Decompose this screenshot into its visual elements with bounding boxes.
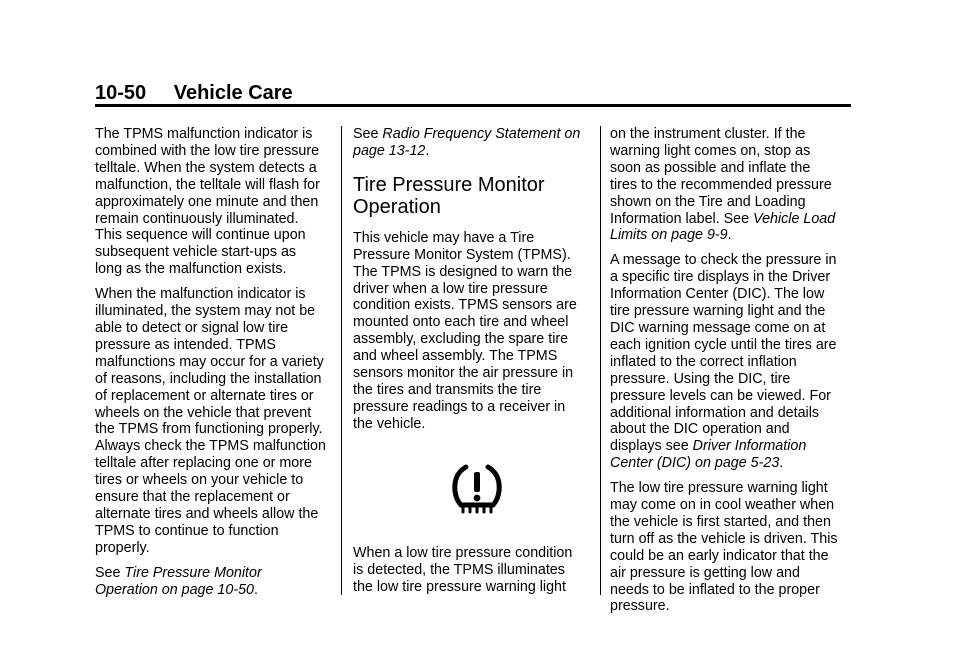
text-line: a specific tire displays in the Driver <box>610 269 831 286</box>
text-line: The TPMS malfunction indicator is <box>95 126 313 142</box>
text-line: and wheel assembly. The TPMS <box>353 348 558 365</box>
paragraph-malfunction-illuminated <box>95 286 343 557</box>
text-line: When a low tire pressure condition <box>353 544 573 561</box>
text-line: pressure levels can be viewed. For <box>610 387 831 404</box>
text-line: When the malfunction indicator is <box>95 286 306 303</box>
text-line: inflated to the correct inflation <box>610 353 797 370</box>
text-line: each ignition cycle until the tires are <box>610 336 837 353</box>
text-line: of reasons, including the installation <box>95 370 322 387</box>
column-3 <box>610 126 855 623</box>
text-line: properly. <box>95 539 150 556</box>
text-line: tires or wheels on your vehicle to <box>95 472 304 489</box>
text-line: able to detect or signal low tire <box>95 319 289 336</box>
punctuation: . <box>727 227 732 244</box>
paragraph-lines <box>610 252 855 438</box>
cross-reference-link[interactable]: Operation on page 10-50 <box>95 581 254 598</box>
paragraph-cool-weather <box>610 480 855 615</box>
text-line: telltale. When the system detects a <box>95 159 317 176</box>
text-line: remain continuously illuminated. <box>95 210 299 227</box>
text-line: of replacement or alternate tires or <box>95 387 314 404</box>
text-line: pressure. <box>610 598 670 615</box>
text-line: shown on the Tire and Loading <box>610 193 806 210</box>
text-line: warning light comes on, stop as <box>610 142 811 159</box>
column-divider-2 <box>600 126 601 595</box>
paragraph-lines <box>610 126 855 211</box>
text-line: needs to be inflated to the proper <box>610 581 820 598</box>
text-line: could be an early indicator that the <box>610 547 829 564</box>
text-line: turn off as the vehicle is driven. This <box>610 530 838 547</box>
paragraph-low-pressure-detected <box>353 545 598 596</box>
text-line: combined with the low tire pressure <box>95 142 320 159</box>
text-line: The low tire pressure warning light <box>610 480 828 497</box>
text-line: the tires and transmits the tire <box>353 381 542 398</box>
text-line: telltale after replacing one or more <box>95 455 312 472</box>
text-line: TPMS to continue to function <box>95 522 279 539</box>
punctuation: . <box>425 142 430 159</box>
text-line: wheels on the vehicle that prevent <box>95 404 312 421</box>
paragraph-instrument-cluster <box>610 126 855 244</box>
heading-line: Tire Pressure Monitor <box>353 173 545 196</box>
text-line: malfunctions may occur for a variety <box>95 353 324 370</box>
punctuation: . <box>253 581 258 598</box>
text-line: The TPMS is designed to warn the <box>353 263 573 280</box>
paragraph-malfunction-indicator <box>95 126 343 278</box>
text-line: condition exists. TPMS sensors are <box>353 297 577 314</box>
text-line: Pressure Monitor System (TPMS). <box>353 246 571 263</box>
text-line: additional information and details <box>610 404 820 421</box>
text-line: subsequent vehicle start-ups as <box>95 244 297 261</box>
text-line: assembly, excluding the spare tire <box>353 331 569 348</box>
low-tire-pressure-warning-icon <box>452 463 502 515</box>
text-line: the low tire pressure warning light <box>353 578 566 595</box>
section-title: Vehicle Care <box>173 82 293 104</box>
inline-text: Information label. See <box>610 210 754 227</box>
punctuation: . <box>779 455 784 472</box>
text-line: long as the malfunction exists. <box>95 261 287 278</box>
heading-line: Operation <box>353 195 441 218</box>
text-line: illuminated, the system may not be <box>95 303 316 320</box>
text-line: air pressure is getting low and <box>610 564 800 581</box>
text-line: the TPMS from functioning properly. <box>95 421 323 438</box>
text-line: is detected, the TPMS illuminates <box>353 561 565 578</box>
text-line: This sequence will continue upon <box>95 227 306 244</box>
text-line: tire pressure warning light and the <box>610 303 826 320</box>
cross-reference-link[interactable]: Driver Information <box>692 438 807 455</box>
page-number: 10-50 <box>95 82 147 104</box>
column-1 <box>95 126 343 606</box>
text-line: pressure. Using the DIC, tire <box>610 370 791 387</box>
page-header <box>95 81 293 105</box>
cross-reference-link[interactable]: Radio Frequency Statement on <box>382 126 581 142</box>
text-line: pressure as intended. TPMS <box>95 336 276 353</box>
text-line: driver when a low tire pressure <box>353 280 548 297</box>
text-line: mounted onto each tire and wheel <box>353 314 569 331</box>
paragraph-tpms-description <box>353 230 598 433</box>
cross-reference-link[interactable]: Tire Pressure Monitor <box>124 564 262 581</box>
paragraph-see-reference <box>95 565 343 599</box>
text-line: ensure that the replacement or <box>95 489 290 506</box>
text-line: A message to check the pressure in <box>610 252 837 269</box>
text-line: DIC warning message come on at <box>610 319 826 336</box>
cross-reference-link[interactable]: Center (DIC) on page 5-23 <box>610 455 780 472</box>
see-text: See <box>95 564 125 581</box>
text-line: soon as possible and inflate the <box>610 159 811 176</box>
see-text: See <box>353 126 383 142</box>
text-line: approximately one minute and then <box>95 193 319 210</box>
cross-reference-link[interactable]: Vehicle Load <box>753 210 836 227</box>
text-line: This vehicle may have a Tire <box>353 229 535 246</box>
column-2 <box>353 126 598 603</box>
text-line: about the DIC operation and <box>610 421 790 438</box>
text-line: on the instrument cluster. If the <box>610 126 806 142</box>
section-heading <box>353 174 598 218</box>
text-line: tires to the recommended pressure <box>610 176 832 193</box>
inline-text: displays see <box>610 438 693 455</box>
text-line: the vehicle. <box>353 415 426 432</box>
text-line: sensors monitor the air pressure in <box>353 365 574 382</box>
cross-reference-link[interactable]: Limits on page 9-9 <box>610 227 728 244</box>
cross-reference-link[interactable]: page 13-12 <box>353 142 426 159</box>
paragraph-dic-message <box>610 252 855 472</box>
text-line: Always check the TPMS malfunction <box>95 438 326 455</box>
text-line: alternate tires and wheels allow the <box>95 505 319 522</box>
header-rule <box>95 104 851 107</box>
text-line: Information Center (DIC). The low <box>610 286 825 303</box>
text-line: malfunction, the telltale will flash for <box>95 176 320 193</box>
text-line: may come on in cool weather when <box>610 497 835 514</box>
text-line: pressure readings to a receiver in <box>353 398 566 415</box>
text-line: the vehicle is first started, and then <box>610 513 831 530</box>
paragraph-see-reference <box>353 126 598 160</box>
